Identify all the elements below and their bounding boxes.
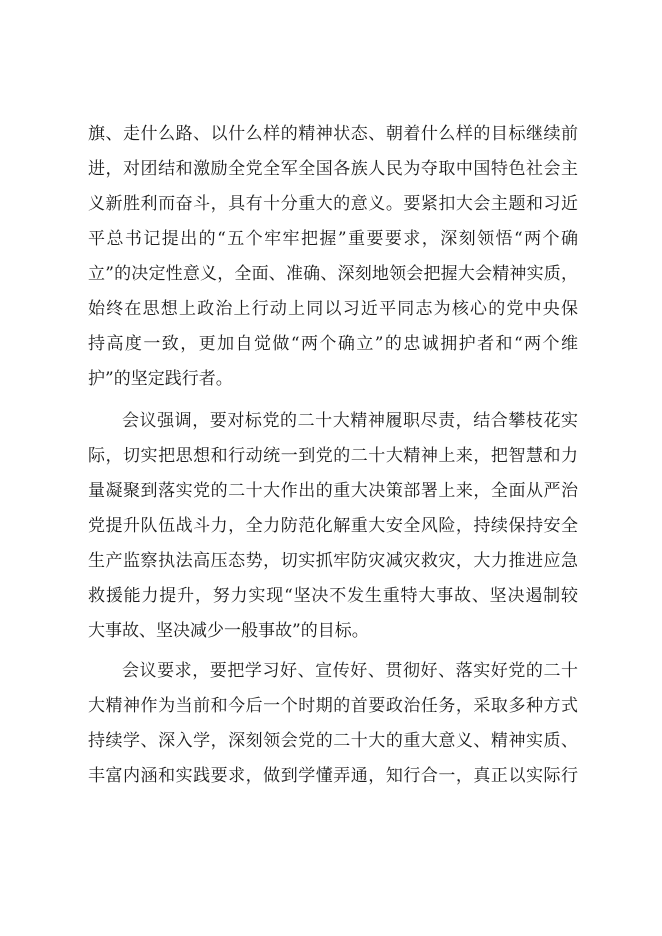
paragraph-2 xyxy=(88,404,578,649)
text-line: 大事故、坚决减少一般事故”的目标。 xyxy=(88,621,369,641)
text-line: 生产监察执法高压态势，切实抓牢防灾减灾救灾，大力推进应急 xyxy=(88,551,578,571)
text-line: 持续学、深入学，深刻领会党的二十大的重大意义、精神实质、 xyxy=(88,731,578,751)
text-line: 救援能力提升，努力实现“坚决不发生重特大事故、坚决遏制较 xyxy=(88,586,578,606)
text-line: 义新胜利而奋斗，具有十分重大的意义。要紧扣大会主题和习近 xyxy=(88,194,578,214)
text-line: 际，切实把思想和行动统一到党的二十大精神上来，把智慧和力 xyxy=(88,446,578,466)
text-line: 丰富内涵和实践要求，做到学懂弄通，知行合一，真正以实际行 xyxy=(88,766,578,786)
text-line: 立”的决定性意义，全面、准确、深刻地领会把握大会精神实质， xyxy=(88,264,578,284)
paragraph-3 xyxy=(88,654,578,794)
text-line: 会议要求，要把学习好、宣传好、贯彻好、落实好党的二十 xyxy=(122,661,578,681)
text-line: 量凝聚到落实党的二十大作出的重大决策部署上来，全面从严治 xyxy=(88,481,578,501)
text-line: 党提升队伍战斗力，全力防范化解重大安全风险，持续保持安全 xyxy=(88,516,578,536)
text-line: 会议强调，要对标党的二十大精神履职尽责，结合攀枝花实 xyxy=(122,411,578,431)
text-line: 平总书记提出的“五个牢牢把握”重要要求，深刻领悟“两个确 xyxy=(88,229,578,249)
text-line: 进，对团结和激励全党全军全国各族人民为夺取中国特色社会主 xyxy=(88,159,578,179)
text-line: 旗、走什么路、以什么样的精神状态、朝着什么样的目标继续前 xyxy=(88,124,578,144)
text-line: 护”的坚定践行者。 xyxy=(88,369,233,389)
text-line: 持高度一致，更加自觉做“两个确立”的忠诚拥护者和“两个维 xyxy=(88,334,578,354)
text-line: 始终在思想上政治上行动上同以习近平同志为核心的党中央保 xyxy=(88,299,578,319)
paragraph-1 xyxy=(88,117,578,397)
text-line: 大精神作为当前和今后一个时期的首要政治任务，采取多种方式 xyxy=(88,696,578,716)
